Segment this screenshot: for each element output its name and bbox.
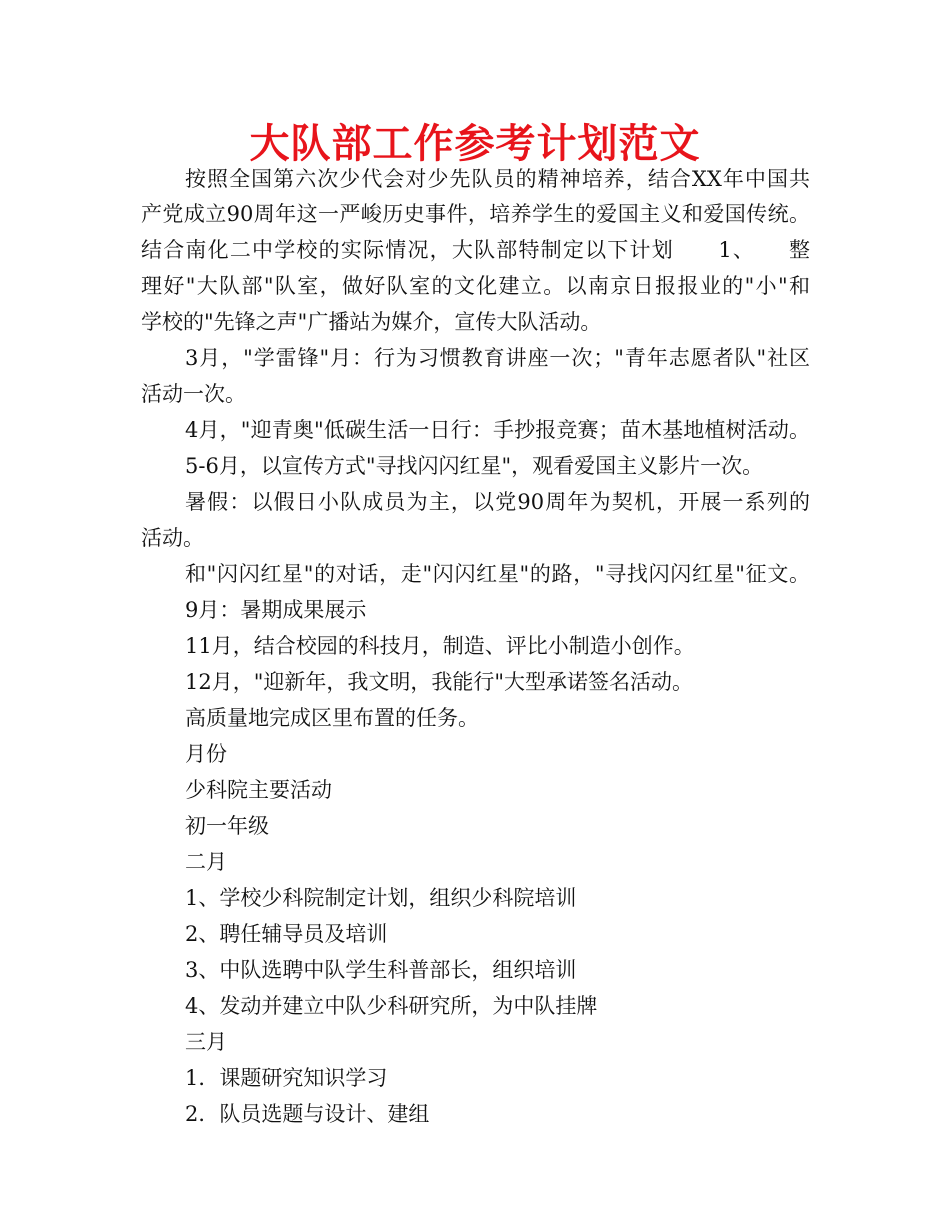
list-item: 1．课题研究知识学习 <box>185 1066 388 1090</box>
paragraph-line: 12月，"迎新年，我文明，我能行"大型承诺签名活动。 <box>185 670 694 694</box>
paragraph-line: 和"闪闪红星"的对话，走"闪闪红星"的路，"寻找闪闪红星"征文。 <box>185 562 810 586</box>
paragraph-line: 4月，"迎青奥"低碳生活一日行：手抄报竞赛；苗木基地植树活动。 <box>185 418 810 442</box>
table-cell-month-header: 月份 <box>185 742 227 766</box>
table-cell-grade: 初一年级 <box>185 814 269 838</box>
paragraph-line: 11月，结合校园的科技月，制造、评比小制造小创作。 <box>185 634 695 658</box>
paragraph-line: 理好"大队部"队室，做好队室的文化建立。以南京日报报业的"小"和 <box>141 274 810 298</box>
paragraph-line: 高质量地完成区里布置的任务。 <box>185 706 479 730</box>
list-item: 4、发动并建立中队少科研究所，为中队挂牌 <box>185 994 598 1018</box>
paragraph-line: 按照全国第六次少代会对少先队员的精神培养，结合XX年中国共 <box>185 167 810 191</box>
paragraph-line: 5-6月，以宣传方式"寻找闪闪红星"，观看爱国主义影片一次。 <box>185 454 764 478</box>
paragraph-line: 产党成立90周年这一严峻历史事件，培养学生的爱国主义和爱国传统。 <box>141 202 810 226</box>
paragraph-line: 活动。 <box>141 526 204 550</box>
paragraph-line: 3月，"学雷锋"月：行为习惯教育讲座一次；"青年志愿者队"社区 <box>185 346 810 370</box>
paragraph-line: 暑假：以假日小队成员为主，以党90周年为契机，开展一系列的 <box>185 490 810 514</box>
document-title: 大队部工作参考计划范文 <box>249 121 701 167</box>
paragraph-line: 结合南化二中学校的实际情况，大队部特制定以下计划 1、 整 <box>141 238 810 262</box>
table-cell-month: 二月 <box>185 850 227 874</box>
paragraph-line: 学校的"先锋之声"广播站为媒介，宣传大队活动。 <box>141 310 602 334</box>
paragraph-line: 9月：暑期成果展示 <box>185 598 367 622</box>
list-item: 1、学校少科院制定计划，组织少科院培训 <box>185 886 577 910</box>
list-item: 2、聘任辅导员及培训 <box>185 922 388 946</box>
table-cell-month: 三月 <box>185 1030 227 1054</box>
table-cell-activity-header: 少科院主要活动 <box>185 778 332 802</box>
list-item: 3、中队选聘中队学生科普部长，组织培训 <box>185 958 577 982</box>
list-item: 2．队员选题与设计、建组 <box>185 1102 430 1126</box>
paragraph-line: 活动一次。 <box>141 382 246 406</box>
